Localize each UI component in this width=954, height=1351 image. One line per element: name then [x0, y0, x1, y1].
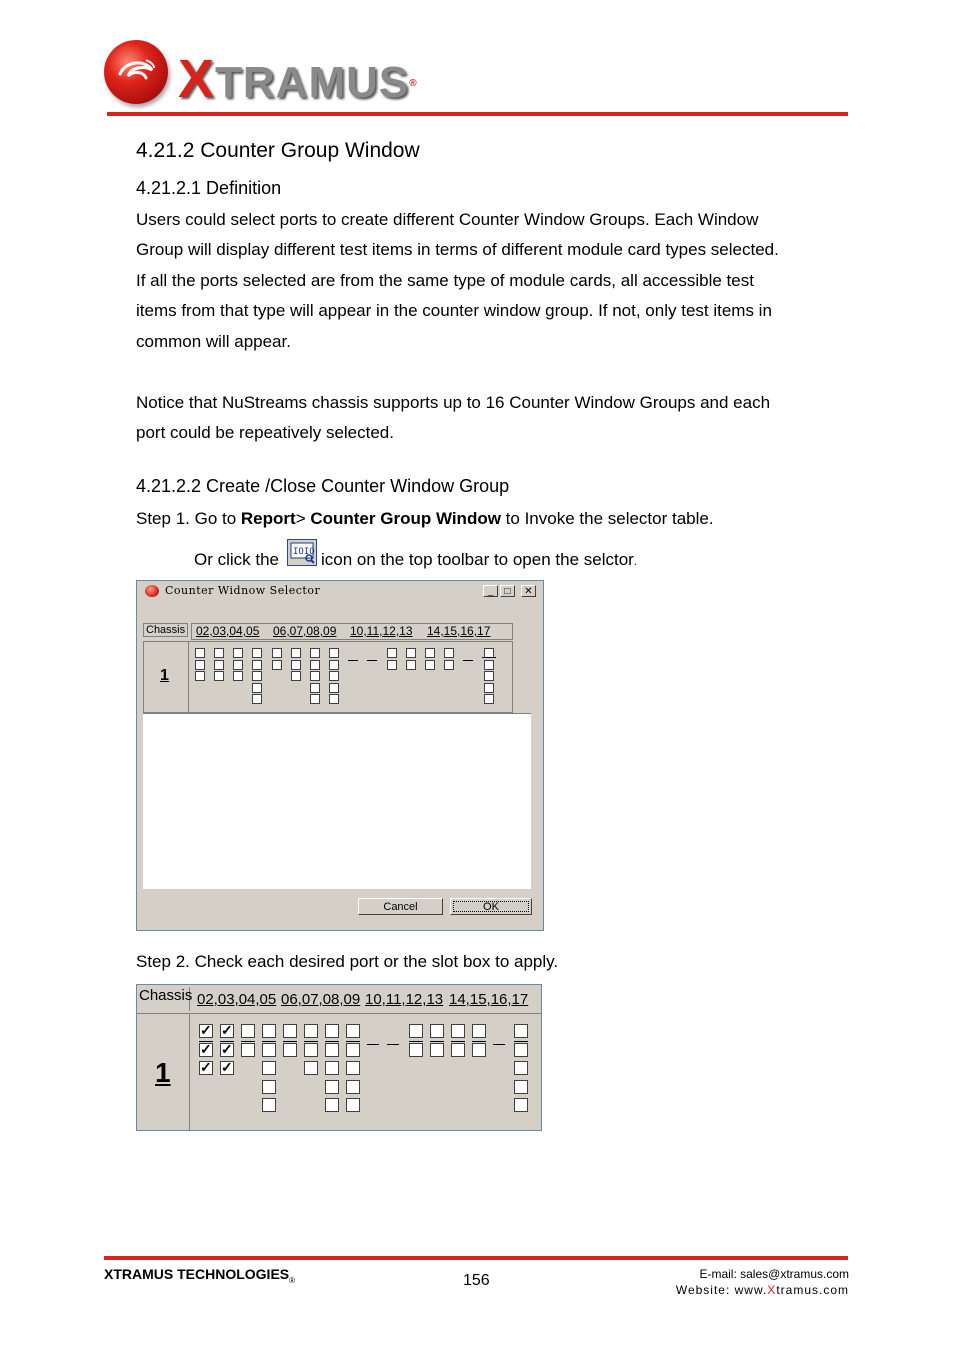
port-checkbox[interactable]: [252, 683, 262, 693]
port-checkbox[interactable]: [346, 1098, 360, 1112]
port-group-header: [191, 987, 541, 1011]
port-checkbox[interactable]: [310, 671, 320, 681]
port-checkbox[interactable]: [329, 660, 339, 670]
chassis-header: Chassis: [143, 623, 188, 637]
port-checkbox[interactable]: [262, 1061, 276, 1075]
step1-sep: >: [295, 509, 311, 528]
chassis-header: Chassis: [139, 987, 190, 1011]
unavailable-slot-dash: [409, 1041, 423, 1042]
port-checkbox[interactable]: [214, 671, 224, 681]
app-icon: [145, 585, 159, 597]
port-checkbox[interactable]: [310, 694, 320, 704]
port-group-2[interactable]: 06,07,08,09: [273, 624, 337, 638]
port-group-3[interactable]: 10,11,12,13: [365, 991, 444, 1008]
unavailable-slot-dash: [387, 1044, 399, 1045]
notice-paragraph: [136, 388, 836, 449]
port-grid: [191, 1015, 541, 1129]
port-checkbox[interactable]: [484, 683, 494, 693]
port-checkbox[interactable]: [272, 648, 282, 658]
web-x: X: [767, 1283, 777, 1297]
port-group-4[interactable]: 14,15,16,17: [427, 624, 491, 638]
close-button[interactable]: ✕: [521, 585, 536, 597]
port-checkbox[interactable]: [325, 1080, 339, 1094]
port-checkbox[interactable]: [430, 1043, 444, 1057]
port-checkbox[interactable]: [444, 660, 454, 670]
logo-wordmark: [178, 48, 418, 110]
port-checkbox[interactable]: [304, 1043, 318, 1057]
port-checkbox[interactable]: [304, 1061, 318, 1075]
unavailable-slot-dash: [430, 1041, 444, 1042]
port-checkbox[interactable]: [514, 1024, 528, 1038]
port-checkbox[interactable]: [241, 1024, 255, 1038]
port-checkbox[interactable]: [346, 1043, 360, 1057]
cancel-button[interactable]: Cancel: [358, 898, 443, 915]
port-group-2[interactable]: 06,07,08,09: [281, 991, 361, 1008]
port-checkbox[interactable]: [325, 1061, 339, 1075]
port-checkbox[interactable]: [252, 694, 262, 704]
definition-line: items from that type will appear in the counter window group. If not, only test items in: [136, 301, 772, 321]
port-checkbox[interactable]: [195, 671, 205, 681]
port-checkbox[interactable]: [484, 671, 494, 681]
divider: [137, 1013, 541, 1014]
create-heading: 4.21.2.2 Create /Close Counter Window Group: [136, 476, 510, 496]
ok-button[interactable]: OK: [450, 898, 532, 915]
slot-cell: [143, 641, 189, 713]
port-group-1[interactable]: 02,03,04,05: [196, 624, 260, 638]
port-checkbox[interactable]: [430, 1024, 444, 1038]
unavailable-slot-dash: [220, 1041, 234, 1042]
port-checkbox[interactable]: [214, 648, 224, 658]
port-checkbox[interactable]: [233, 660, 243, 670]
slot-number[interactable]: 1: [155, 1057, 171, 1088]
port-checkbox[interactable]: [262, 1043, 276, 1057]
port-checkbox[interactable]: [484, 694, 494, 704]
port-group-3[interactable]: 10,11,12,13: [350, 624, 413, 638]
step1-menu: Counter Group Window: [310, 509, 501, 528]
port-checkbox[interactable]: [195, 660, 205, 670]
port-checkbox[interactable]: [262, 1024, 276, 1038]
company-name: XTRAMUS TECHNOLOGIES: [104, 1266, 290, 1282]
port-checkbox[interactable]: [329, 671, 339, 681]
footer-rule: [104, 1256, 848, 1260]
step1-prefix: Step 1. Go to: [136, 509, 241, 528]
logo-x: X: [178, 49, 216, 109]
port-checkbox[interactable]: [346, 1061, 360, 1075]
window-titlebar: [139, 583, 541, 600]
port-checkbox[interactable]: [425, 660, 435, 670]
slot-number[interactable]: 1: [160, 667, 169, 684]
port-checkbox[interactable]: [252, 671, 262, 681]
unavailable-slot-dash: [367, 660, 377, 661]
unavailable-slot-dash: [199, 1041, 213, 1042]
port-checkbox[interactable]: [409, 1024, 423, 1038]
port-grid: [188, 641, 513, 713]
port-checkbox[interactable]: [387, 648, 397, 658]
port-checkbox[interactable]: [195, 648, 205, 658]
port-group-4[interactable]: 14,15,16,17: [449, 991, 529, 1008]
port-checkbox[interactable]: [484, 660, 494, 670]
port-checkbox[interactable]: [262, 1080, 276, 1094]
port-checkbox[interactable]: [451, 1024, 465, 1038]
svg-text:IOIO: IOIO: [293, 547, 315, 557]
web-suffix: tramus.com: [776, 1283, 849, 1297]
port-checkbox[interactable]: [252, 648, 262, 658]
port-checkbox[interactable]: [346, 1024, 360, 1038]
port-checkbox[interactable]: [241, 1043, 255, 1057]
port-checkbox[interactable]: [199, 1061, 213, 1075]
divider: [189, 1013, 190, 1130]
port-checkbox[interactable]: [220, 1061, 234, 1075]
port-checkbox[interactable]: [310, 660, 320, 670]
port-checkbox[interactable]: [252, 660, 262, 670]
port-checkbox[interactable]: [310, 648, 320, 658]
port-checkbox[interactable]: [325, 1043, 339, 1057]
port-checkbox[interactable]: [514, 1098, 528, 1112]
unavailable-slot-dash: [472, 1041, 486, 1042]
counter-window-selector: [136, 580, 544, 931]
port-checkbox[interactable]: [514, 1061, 528, 1075]
or-click-suffix-text: icon on the top toolbar to open the selctor: [321, 550, 634, 569]
port-checkbox[interactable]: [272, 660, 282, 670]
port-checkbox[interactable]: [304, 1024, 318, 1038]
port-checkbox[interactable]: [329, 683, 339, 693]
port-checkbox[interactable]: [472, 1024, 486, 1038]
unavailable-slot-dash: [262, 1041, 276, 1042]
port-checkbox[interactable]: [291, 671, 301, 681]
port-checkbox[interactable]: [346, 1080, 360, 1094]
step2-text: Step 2. Check each desired port or the slot box to apply.: [136, 952, 559, 971]
port-checkbox[interactable]: [283, 1024, 297, 1038]
or-click-suffix: [321, 550, 637, 570]
port-group-header: [191, 623, 513, 640]
port-checkbox[interactable]: [262, 1098, 276, 1112]
port-checkbox[interactable]: [310, 683, 320, 693]
unavailable-slot-dash: [367, 1044, 379, 1045]
definition-line: common will appear.: [136, 331, 291, 351]
port-checkbox[interactable]: [214, 660, 224, 670]
port-checkbox[interactable]: [472, 1043, 486, 1057]
unavailable-slot-dash: [493, 1044, 505, 1045]
counter-selector-icon: [287, 539, 317, 566]
port-checkbox[interactable]: [444, 648, 454, 658]
port-checkbox[interactable]: [233, 671, 243, 681]
unavailable-slot-dash: [463, 660, 473, 661]
footer-email: E-mail: sales@xtramus.com: [699, 1267, 849, 1281]
port-checkbox[interactable]: [199, 1043, 213, 1057]
step1-suffix: to Invoke the selector table.: [500, 509, 714, 528]
unavailable-slot-dash: [348, 660, 358, 661]
port-checkbox[interactable]: [406, 648, 416, 658]
notice-line: Notice that NuStreams chassis supports up to 16 Counter Window Groups and each: [136, 393, 771, 412]
unavailable-slot-dash: [283, 1041, 297, 1042]
port-checkbox[interactable]: [220, 1024, 234, 1038]
port-checkbox[interactable]: [387, 660, 397, 670]
definition-heading: 4.21.2.1 Definition: [136, 178, 282, 198]
step1-report: Report: [240, 509, 296, 528]
web-prefix: Website: www.: [675, 1283, 768, 1297]
unavailable-slot-dash: [325, 1041, 339, 1042]
definition-paragraph: [136, 205, 836, 357]
definition-line: Group will display different test items in terms of different module card types selected.: [136, 240, 779, 260]
selected-groups-list: [143, 713, 531, 889]
port-checkbox[interactable]: [425, 648, 435, 658]
unavailable-slot-dash: [482, 657, 496, 658]
unavailable-slot-dash: [346, 1041, 360, 1042]
or-click-period: .: [633, 556, 637, 568]
logo-reg: ®: [409, 78, 418, 89]
port-checkbox[interactable]: [283, 1043, 297, 1057]
port-checkbox[interactable]: [291, 648, 301, 658]
logo-swirl-icon: [116, 56, 156, 86]
notice-line: port could be repeatively selected.: [136, 423, 394, 443]
port-checkbox[interactable]: [451, 1043, 465, 1057]
maximize-button[interactable]: □: [500, 585, 515, 597]
header-rule: [107, 112, 848, 116]
port-checkbox[interactable]: [329, 694, 339, 704]
logo-rest: TRAMUS: [215, 58, 410, 107]
window-title: Counter Widnow Selector: [165, 584, 321, 597]
port-group-1[interactable]: 02,03,04,05: [197, 991, 277, 1008]
port-checkbox[interactable]: [199, 1024, 213, 1038]
definition-line: Users could select ports to create different Counter Window Groups. Each Window: [136, 210, 759, 229]
or-click-prefix: Or click the: [194, 550, 280, 569]
port-checkbox[interactable]: [514, 1080, 528, 1094]
port-checkbox[interactable]: [514, 1043, 528, 1057]
port-checkbox[interactable]: [291, 660, 301, 670]
company-reg: ®: [289, 1275, 296, 1285]
unavailable-slot-dash: [304, 1041, 318, 1042]
step1-text: [136, 509, 714, 529]
unavailable-slot-dash: [451, 1041, 465, 1042]
footer-website: [676, 1283, 849, 1297]
port-checkbox[interactable]: [233, 648, 243, 658]
port-checkbox[interactable]: [220, 1043, 234, 1057]
port-selection-zoom: [136, 984, 542, 1131]
section-title: 4.21.2 Counter Group Window: [136, 139, 420, 162]
port-checkbox[interactable]: [325, 1098, 339, 1112]
footer-company: [104, 1266, 295, 1285]
port-checkbox[interactable]: [325, 1024, 339, 1038]
page-number: 156: [463, 1272, 490, 1289]
unavailable-slot-dash: [514, 1041, 528, 1042]
port-checkbox[interactable]: [409, 1043, 423, 1057]
unavailable-slot-dash: [241, 1041, 255, 1042]
port-checkbox[interactable]: [329, 648, 339, 658]
port-checkbox[interactable]: [406, 660, 416, 670]
minimize-button[interactable]: _: [483, 585, 498, 597]
definition-line: If all the ports selected are from the same type of module cards, all accessible test: [136, 270, 754, 290]
